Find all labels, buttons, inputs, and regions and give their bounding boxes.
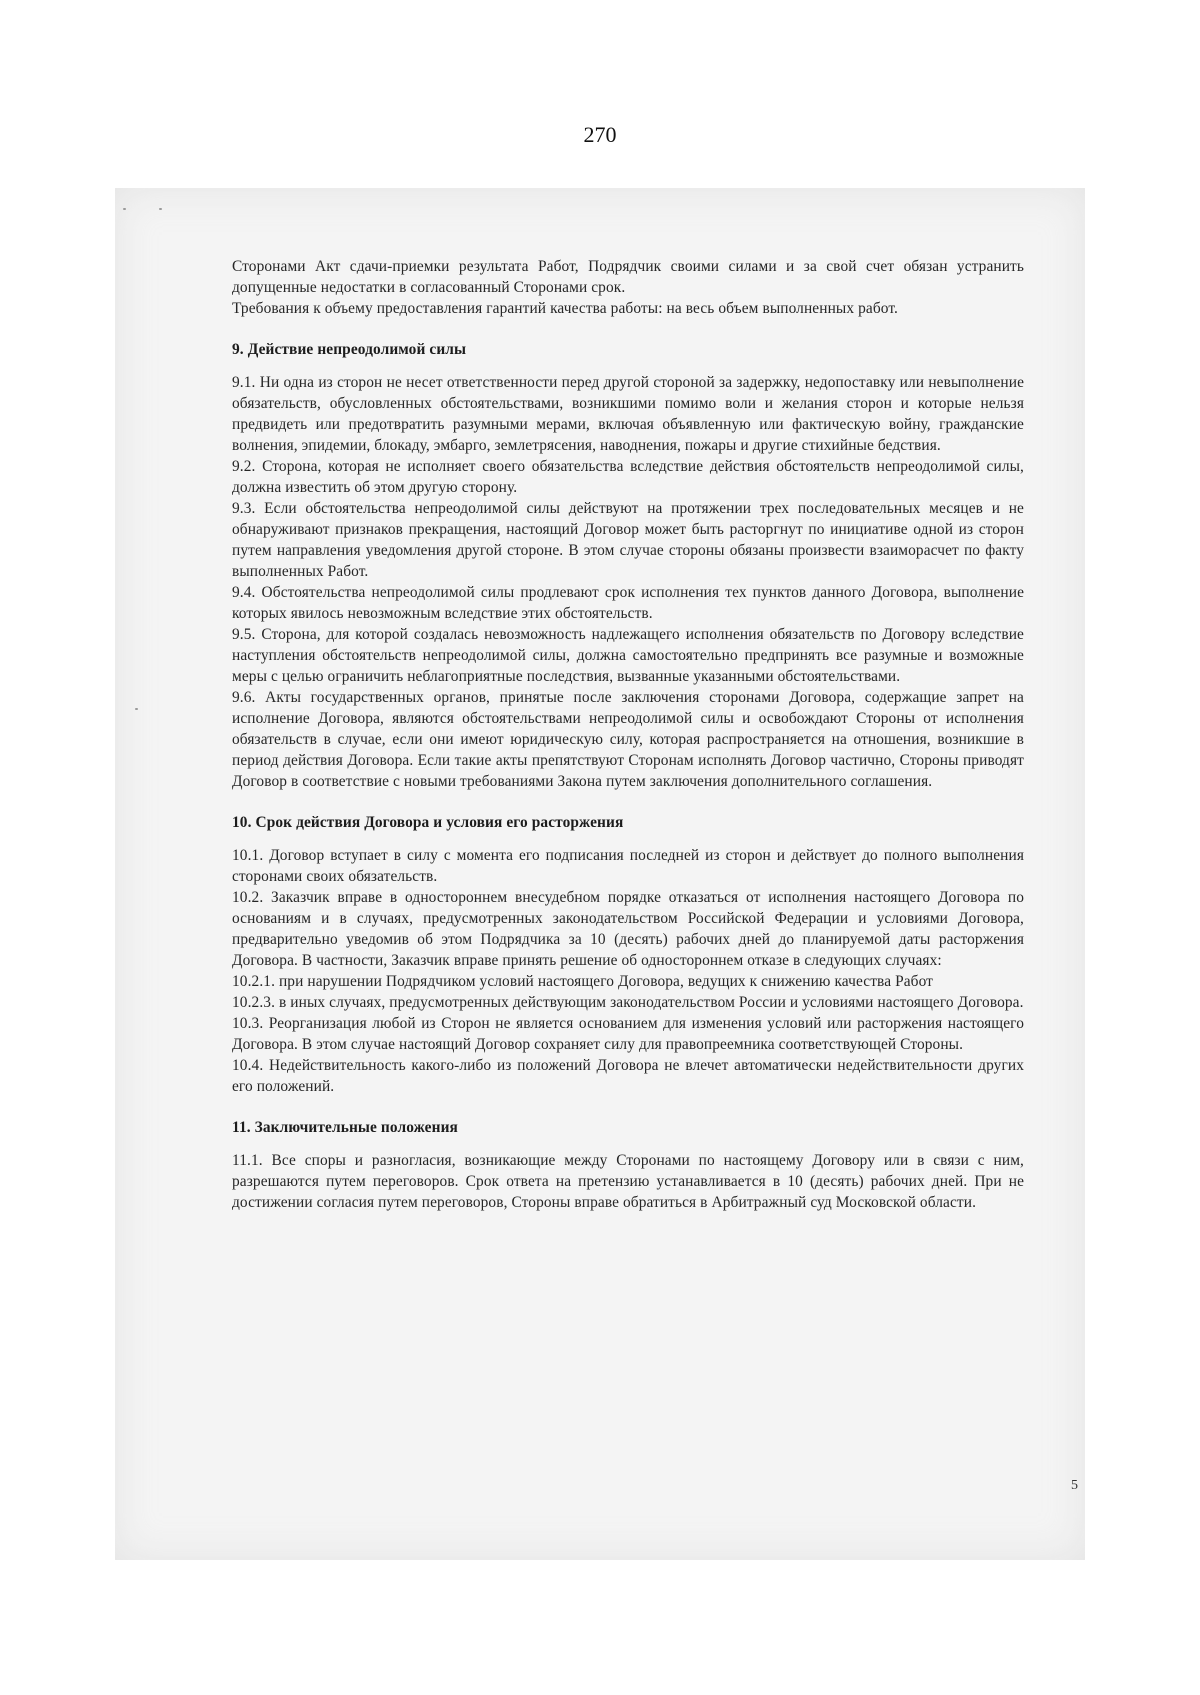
clause-10-2: 10.2. Заказчик вправе в одностороннем внесудебном порядке отказаться от исполнения настоящего Договора по основаниям и в случаях, предусмотренных законодательством Российской Федерации и условиями Договора, предварительно уведомив об этом Подрядчика за 10 (десять) рабочих дней до планируемой даты расторжения Договора. В частности, Заказчик вправе принять решение об одностороннем отказе в следующих случаях:	[232, 889, 1024, 969]
section-heading-9: 9. Действие непреодолимой силы	[232, 341, 467, 358]
clause-10-2-3: 10.2.3. в иных случаях, предусмотренных действующим законодательством России и условиями настоящего Договора.	[232, 994, 1024, 1011]
clause-10-2-1: 10.2.1. при нарушении Подрядчиком условий настоящего Договора, ведущих к снижению качества Работ	[232, 973, 934, 990]
intro-paragraph: Требования к объему предоставления гарантий качества работы: на весь объем выполненных работ.	[232, 300, 898, 317]
clause-11-1: 11.1. Все споры и разногласия, возникающие между Сторонами по настоящему Договору или в связи с ним, разрешаются путем переговоров. Срок ответа на претензию устанавливается в 10 (десять) рабочих дней. При не достижении согласия путем переговоров, Стороны вправе обратиться в Арбитражный суд Московской области.	[232, 1152, 1024, 1211]
clause-9-1: 9.1. Ни одна из сторон не несет ответственности перед другой стороной за задержку, недопоставку или невыполнение обязательств, обусловленных обстоятельствами, возникшими помимо воли и желания сторон и которые нельзя предвидеть или предотвратить разумными мерами, включая объявленную или фактическую войну, гражданские волнения, эпидемии, блокаду, эмбарго, землетрясения, наводнения, пожары и другие стихийные бедствия.	[232, 374, 1024, 454]
clause-10-4: 10.4. Недействительность какого-либо из положений Договора не влечет автоматически недействительности других его положений.	[232, 1057, 1024, 1095]
section-heading-10: 10. Срок действия Договора и условия его расторжения	[232, 814, 624, 831]
clause-10-1: 10.1. Договор вступает в силу с момента его подписания последней из сторон и действует до полного выполнения сторонами своих обязательств.	[232, 847, 1024, 885]
scan-speck	[159, 208, 162, 210]
clause-9-4: 9.4. Обстоятельства непреодолимой силы продлевают срок исполнения тех пунктов данного Договора, выполнение которых явилось невозможным вследствие этих обстоятельств.	[232, 584, 1024, 622]
clause-9-6: 9.6. Акты государственных органов, принятые после заключения сторонами Договора, содержащие запрет на исполнение Договора, являются обстоятельствами непреодолимой силы и освобождают Стороны от исполнения обязательств в случае, если они имеют юридическую силу, которая распространяется на отношения, возникшие в период действия Договора. Если такие акты препятствуют Сторонам исполнять Договор частично, Стороны приводят Договор в соответствие с новыми требованиями Закона путем заключения дополнительного соглашения.	[232, 689, 1024, 790]
clause-9-5: 9.5. Сторона, для которой создалась невозможность надлежащего исполнения обязательств по Договору вследствие наступления обстоятельств непреодолимой силы, должна самостоятельно предпринять все разумные и возможные меры с целью ограничить неблагоприятные последствия, вызванные указанными обстоятельствами.	[232, 626, 1024, 685]
header-page-number: 270	[583, 122, 617, 147]
scan-speck	[123, 208, 126, 210]
clause-10-3: 10.3. Реорганизация любой из Сторон не является основанием для изменения условий или расторжения настоящего Договора. В этом случае настоящий Договор сохраняет силу для правопреемника соответствующей Стороны.	[232, 1015, 1024, 1053]
document-body	[232, 256, 1024, 1213]
clause-9-2: 9.2. Сторона, которая не исполняет своего обязательства вследствие действия обстоятельств непреодолимой силы, должна известить об этом другую сторону.	[232, 458, 1024, 496]
scan-page-number: 5	[1071, 1478, 1078, 1493]
intro-paragraph: Сторонами Акт сдачи-приемки результата Работ, Подрядчик своими силами и за свой счет обязан устранить допущенные недостатки в согласованный Сторонами срок.	[232, 258, 1024, 296]
scan-speck	[135, 708, 138, 710]
clause-9-3: 9.3. Если обстоятельства непреодолимой силы действуют на протяжении трех последовательных месяцев и не обнаруживают признаков прекращения, настоящий Договор может быть расторгнут по инициативе одной из сторон путем направления уведомления другой стороне. В этом случае стороны обязаны произвести взаиморасчет по факту выполненных Работ.	[232, 500, 1024, 580]
section-heading-11: 11. Заключительные положения	[232, 1119, 458, 1136]
